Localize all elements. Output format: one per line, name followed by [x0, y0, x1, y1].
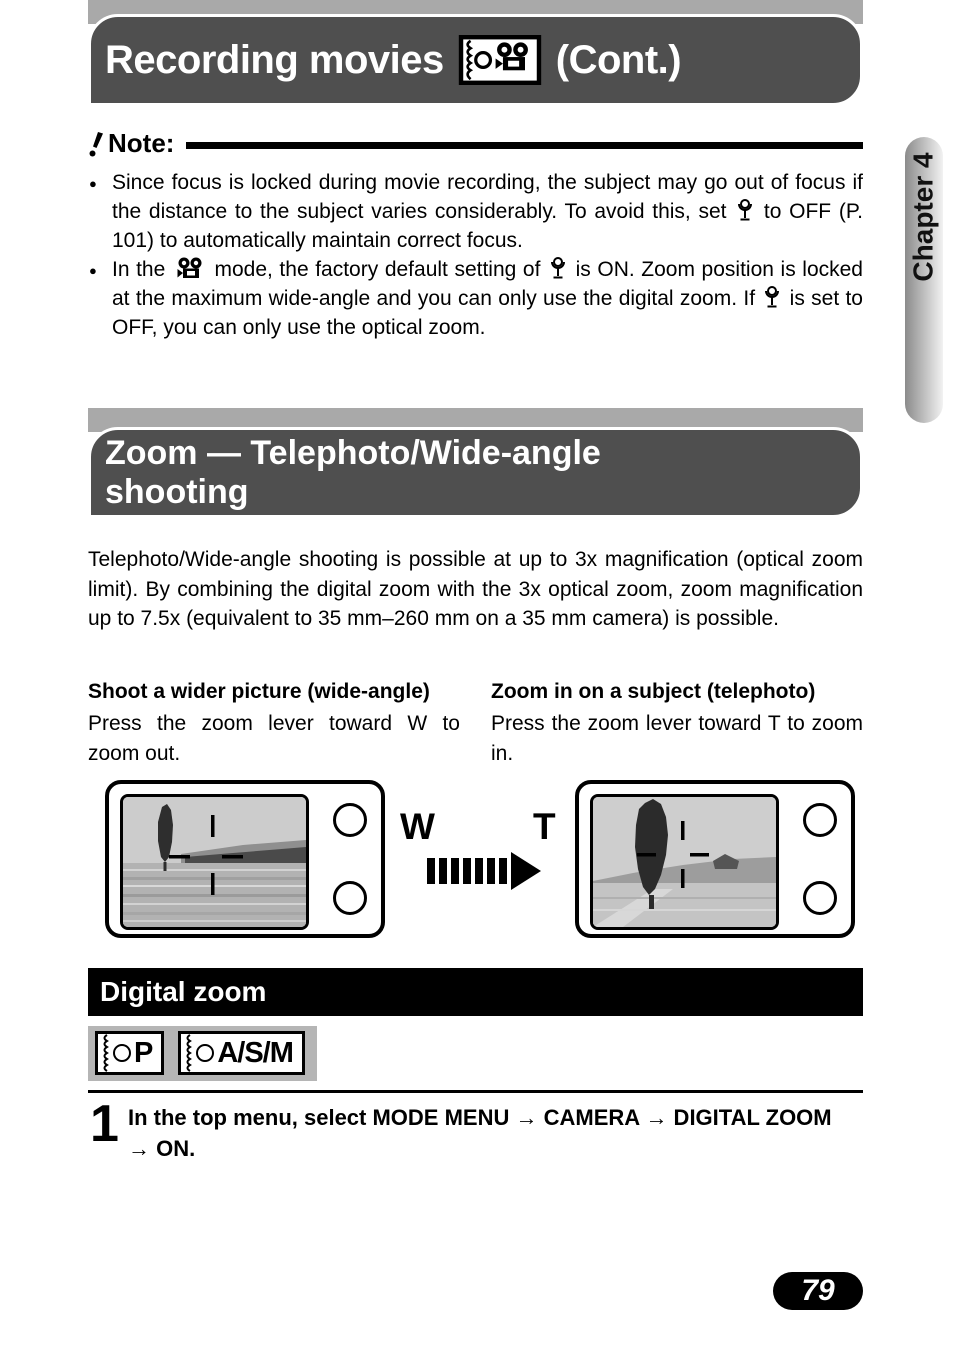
mode-tab-edge: [184, 1034, 193, 1072]
note-rule: [186, 142, 863, 149]
note-text: Since focus is locked during movie recording, the subject may go out of focus if the distance to the subject varies considerably. To avoid this, set: [112, 171, 863, 223]
note-item-focus-lock: [88, 168, 863, 255]
step-number: 1: [90, 1095, 119, 1153]
note-text: In the: [112, 258, 166, 281]
step-divider: [88, 1090, 863, 1093]
telephoto-camera: [575, 780, 855, 938]
note-text: to OFF (P. 101) to automatically maintain correct focus.: [112, 200, 863, 252]
movie-camera-icon: [175, 257, 205, 280]
telephoto-column: [491, 678, 863, 768]
page-title-end: (Cont.): [555, 37, 682, 82]
chapter-tab: [905, 137, 943, 423]
digital-zoom-title: Digital zoom: [100, 976, 267, 1007]
microphone-icon: [737, 198, 753, 222]
camera-button: [803, 881, 837, 915]
arrowhead: [511, 852, 541, 890]
note-text: mode, the factory default setting of: [214, 258, 541, 281]
page-number: 79: [773, 1272, 863, 1310]
zoom-lever-diagram: [400, 806, 562, 916]
camera-button: [333, 881, 367, 915]
note-text: is set to OFF, you can only use the optical zoom.: [112, 287, 863, 339]
page-title-bar: [88, 14, 863, 106]
note-label: Note:: [108, 128, 175, 158]
movie-mode-icon: [458, 35, 542, 85]
telephoto-photo: [590, 794, 779, 930]
telephoto-heading: Zoom in on a subject (telephoto): [491, 680, 816, 703]
zoom-illustration: [88, 778, 863, 944]
note-text: is ON. Zoom position is locked at the maximum wide-angle and you can only use the digital zoom. If: [112, 258, 863, 310]
dial-circle: [113, 1044, 131, 1062]
note-icon: [88, 130, 104, 158]
mode-label-asm: A/S/M: [217, 1036, 293, 1069]
section-intro: Telephoto/Wide-angle shooting is possible at up to 3x magnification (optical zoom limit). By combining the digital zoom with the 3x optical zoom, zoom magnification up to 7.5x (equivalent to 35 mm–260 mm on a 35 mm camera) is possible.: [88, 548, 863, 630]
note-section: [88, 128, 863, 342]
microphone-icon: [550, 256, 566, 280]
camera-button: [803, 803, 837, 837]
zoom-arrow: [427, 852, 541, 890]
section-title-bar: [88, 427, 863, 518]
wide-angle-photo: [120, 794, 309, 930]
section-title-line2: shooting: [105, 472, 249, 511]
mode-tab-edge: [101, 1034, 110, 1072]
section-title-line1: Zoom — Telephoto/Wide-angle: [105, 433, 601, 472]
mode-icon-asm: [178, 1031, 305, 1075]
dial-circle: [196, 1044, 214, 1062]
wide-label: W: [400, 806, 435, 847]
tele-label: T: [533, 806, 556, 847]
microphone-icon: [764, 285, 780, 309]
mode-label-p: P: [134, 1036, 153, 1069]
instruction-columns: [88, 678, 863, 768]
page-title-start: Recording movies: [105, 37, 444, 82]
camera-button: [333, 803, 367, 837]
step-instruction: In the top menu, select MODE MENU → CAMERA → DIGITAL ZOOM → ON.: [128, 1105, 832, 1161]
digital-zoom-bar: [88, 968, 863, 1016]
wide-angle-heading: Shoot a wider picture (wide-angle): [88, 680, 430, 703]
wide-angle-column: [88, 678, 460, 768]
step-1: [90, 1095, 863, 1164]
note-heading-row: [88, 128, 863, 159]
page-content: [88, 0, 863, 1346]
mode-icons: [88, 1026, 317, 1081]
note-item-movie-mode: [88, 255, 863, 342]
wide-angle-body: Press the zoom lever toward W to zoom out.: [88, 712, 460, 765]
wide-angle-camera: [105, 780, 385, 938]
chapter-label: Chapter 4: [908, 152, 939, 282]
note-list: [88, 168, 863, 342]
telephoto-body: Press the zoom lever toward T to zoom in.: [491, 712, 863, 765]
mode-icon-p: [95, 1031, 164, 1075]
